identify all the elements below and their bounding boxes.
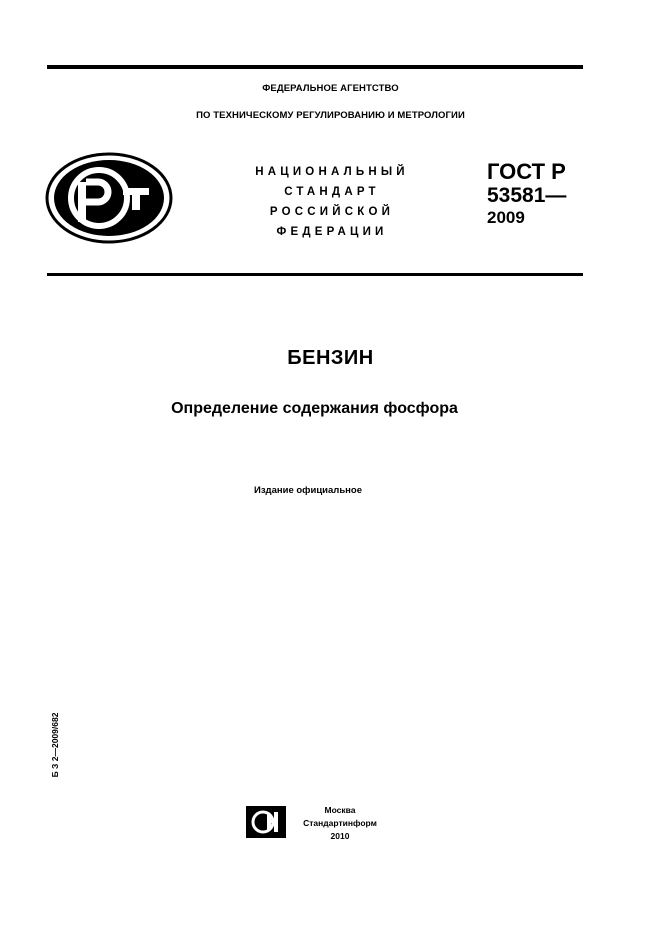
publisher-name: Стандартинформ: [303, 818, 377, 828]
standartinform-logo-icon: [246, 806, 286, 838]
document-subtitle: Определение содержания фосфора: [171, 400, 458, 417]
national-standard-line-2: СТАНДАРТ: [284, 186, 380, 198]
agency-name-line-2: ПО ТЕХНИЧЕСКОМУ РЕГУЛИРОВАНИЮ И МЕТРОЛОГИИ: [196, 110, 465, 121]
gost-number: 53581—: [487, 184, 567, 207]
side-catalog-code: Б З 2—2009/682: [50, 712, 60, 778]
publisher-city: Москва: [324, 805, 356, 815]
national-standard-line-1: НАЦИОНАЛЬНЫЙ: [255, 166, 409, 178]
gost-prefix: ГОСТ Р: [487, 159, 566, 184]
national-standard-line-3: РОССИЙСКОЙ: [269, 206, 395, 218]
national-standard-line-4: ФЕДЕРАЦИИ: [276, 226, 388, 238]
document-title: БЕНЗИН: [287, 347, 374, 369]
publisher-year: 2010: [330, 831, 350, 841]
header-bottom-rule: [47, 273, 583, 276]
gost-year: 2009: [487, 208, 525, 227]
header-top-rule: [47, 65, 583, 69]
rst-gost-logo-icon: [45, 152, 173, 244]
edition-note: Издание официальное: [254, 485, 362, 496]
agency-name-line-1: ФЕДЕРАЛЬНОЕ АГЕНТСТВО: [262, 83, 399, 94]
